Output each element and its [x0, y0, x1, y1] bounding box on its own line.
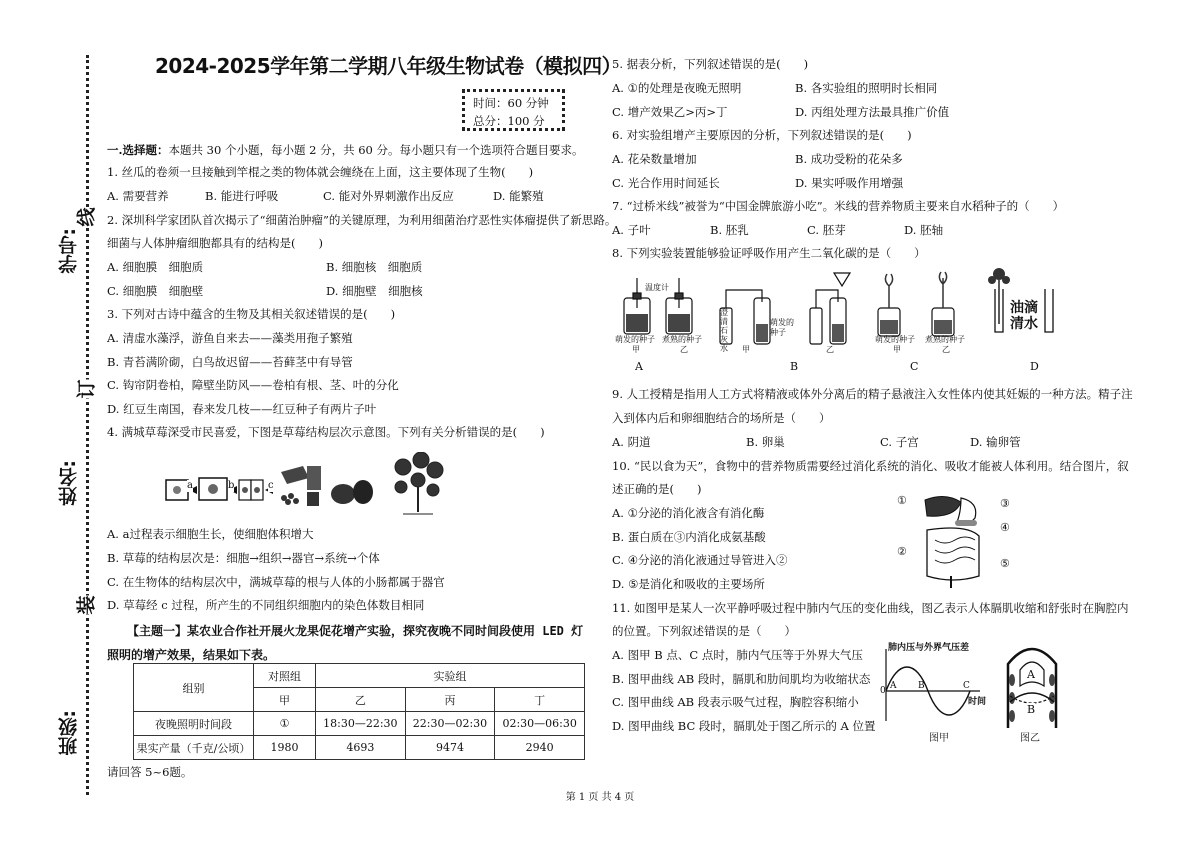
q9-option-c: C. 子宫 [880, 435, 919, 449]
q1-option-c: C. 能对外界刺激作出反应 [323, 189, 454, 203]
graph-point-a: A [890, 681, 897, 691]
cell-light-ding: 02:30—06:30 [495, 712, 585, 736]
q3-option-c: C. 钩帘阴卷柏，障壁坐防风——卷柏有根、茎、叶的分化 [107, 378, 399, 392]
q7-option-d: D. 胚轴 [904, 223, 944, 237]
graph-ylabel: 肺内压与外界气压差 [888, 643, 970, 653]
thorax-pos-b: B [1027, 703, 1036, 716]
q10-stem-1: 10. “民以食为天”，食物中的营养物质需要经过消化系统的消化、吸收才能被人体利用。结合图片，叙 [612, 459, 1129, 473]
q7-stem: 7. “过桥米线”被誉为“中国金牌旅游小吃”。米线的营养物质主要来自水稻种子的（ ） [612, 199, 1065, 213]
row-yield-label: 果实产量（千克/公顷） [134, 736, 254, 760]
graph-xlabel: 时间 [968, 697, 987, 707]
q1-option-a: A. 需要营养 [107, 189, 169, 203]
time-score-box [462, 89, 565, 131]
strawberry-levels-figure [163, 452, 463, 520]
q5-option-a: A. ①的处理是夜晚无照明 [612, 81, 742, 95]
q9-option-a: A. 阴道 [612, 435, 651, 449]
th-control: 对照组 [254, 664, 316, 688]
cell-yield-jia: 1980 [254, 736, 316, 760]
q11-option-c: C. 图甲曲线 AB 段表示吸气过程，胸腔容积缩小 [612, 695, 859, 709]
q8b-seeds-label: 萌发的种子 [770, 318, 794, 337]
thorax-pos-a: A [1027, 668, 1035, 681]
q8-letter-c: C [910, 360, 919, 373]
cell-light-bing: 22:30—02:30 [405, 712, 495, 736]
q11-option-b: B. 图甲曲线 AB 段时，膈肌和肋间肌均为收缩状态 [612, 672, 871, 686]
thorax-diaphragm-figure [1000, 640, 1064, 732]
q5-option-b: B. 各实验组的照明时长相同 [795, 81, 938, 95]
q9-stem-1: 9. 人工授精是指用人工方式将精液或体外分离后的精子悬液注入女性体内使其妊娠的一种方法。精子注 [612, 387, 1133, 401]
time-limit: 时间：60 分钟 [473, 96, 549, 110]
q3-option-a: A. 清虚水藻浮，游鱼自来去——藻类用孢子繁殖 [107, 331, 353, 345]
section-heading: 一.选择题： [107, 143, 169, 157]
q5-stem: 5. 据表分析，下列叙述错误的是( ) [612, 57, 809, 71]
q8b-lime-label: 澄清石灰水 [720, 308, 728, 353]
q6-option-b: B. 成功受粉的花朵多 [795, 152, 903, 166]
binding-dotted-line [86, 55, 89, 795]
row-light-label: 夜晚照明时间段 [134, 712, 254, 736]
q5-option-c: C. 增产效果乙>丙>丁 [612, 105, 728, 119]
binding-margin [0, 0, 110, 849]
section-intro-text: 本题共 30 个小题，每小题 2 分，共 60 分。每小题只有一个选项符合题目要求。 [168, 143, 584, 157]
th-sub-jia: 甲 [254, 688, 316, 712]
q2-option-a: A. 细胞膜 细胞质 [107, 260, 204, 274]
q11-option-a: A. 图甲 B 点、C 点时，肺内气压等于外界大气压 [612, 648, 863, 662]
page-footer: 第 1 页 共 4 页 [565, 792, 635, 803]
q3-stem: 3. 下列对古诗中蕴含的生物及其相关叙述错误的是( ) [107, 307, 396, 321]
q6-option-c: C. 光合作用时间延长 [612, 176, 720, 190]
q8-stem: 8. 下列实验装置能够验证呼吸作用产生二氧化碳的是（ ） [612, 246, 926, 260]
q4-option-b: B. 草莓的结构层次是：细胞→组织→器官→系统→个体 [107, 551, 380, 565]
q8a-label-2: 煮熟的种子 [662, 335, 702, 344]
q10-fig-num-1: ① [897, 494, 907, 507]
q7-option-b: B. 胚乳 [710, 223, 749, 237]
q11-stem-2: 的位置。下列叙述错误的是（ ） [612, 624, 796, 638]
q8-letter-d: D [1030, 360, 1039, 373]
q10-fig-num-2: ② [897, 545, 907, 558]
graph-point-b: B [918, 681, 925, 691]
q8a-label-1b: 甲 [632, 345, 640, 354]
cell-light-yi: 18:30—22:30 [316, 712, 406, 736]
q2-stem-1: 2. 深圳科学家团队首次揭示了“细菌治肿瘤”的关键原理，为利用细菌治疗恶性实体瘤提供了新思路。 [107, 213, 617, 227]
line-char: 线 [75, 207, 98, 227]
cell-light-jia: ① [254, 712, 316, 736]
bind-char: 订 [75, 379, 98, 399]
student-no-label: 学号: [55, 228, 82, 274]
q4-stem: 4. 满城草莓深受市民喜爱，下图是草莓结构层次示意图。下列有关分析错误的是( ) [107, 425, 545, 439]
graph-origin: 0 [880, 686, 886, 696]
q4-fig-label-b: b [228, 480, 235, 491]
experiment-table [133, 663, 585, 760]
q10-option-d: D. ⑤是消化和吸收的主要场所 [612, 577, 765, 591]
q11-stem-1: 11. 如图甲是某人一次平静呼吸过程中肺内气压的变化曲线，图乙表示人体膈肌收缩和舒张时在胸腔内 [612, 601, 1129, 615]
q1-stem: 1. 丝瓜的卷须一旦接触到竿棍之类的物体就会缠绕在上面，这主要体现了生物( ) [107, 165, 534, 179]
graph-caption-jia: 图甲 [929, 733, 949, 744]
q4-option-d: D. 草莓经 c 过程，所产生的不同组织细胞内的染色体数目相同 [107, 598, 425, 612]
q9-option-b: B. 卵巢 [746, 435, 785, 449]
page-title: 2024-2025学年第二学期八年级生物试卷（模拟四） [155, 54, 622, 78]
q3-option-b: B. 青苔满阶砌，白鸟故迟留——苔藓茎中有导管 [107, 355, 353, 369]
pack-char: 装 [75, 595, 98, 615]
q8-letter-b: B [790, 360, 799, 373]
q2-option-b: B. 细胞核 细胞质 [326, 260, 423, 274]
total-score: 总分：100 分 [473, 114, 545, 128]
cell-yield-ding: 2940 [495, 736, 585, 760]
q1-option-b: B. 能进行呼吸 [205, 189, 279, 203]
q7-option-a: A. 子叶 [612, 223, 651, 237]
q9-option-d: D. 输卵管 [970, 435, 1021, 449]
q8b-label-jia: 甲 [742, 345, 750, 354]
q8a-label-2b: 乙 [680, 345, 688, 354]
q1-option-d: D. 能繁殖 [493, 189, 544, 203]
q8a-thermo-label: 温度计 [645, 283, 669, 292]
q8-letter-a: A [635, 360, 643, 373]
q10-fig-num-5: ⑤ [1000, 557, 1010, 570]
q10-stem-2: 述正确的是( ) [612, 482, 702, 496]
th-sub-bing: 丙 [405, 688, 495, 712]
q10-option-b: B. 蛋白质在③内消化成氨基酸 [612, 530, 766, 544]
q7-option-c: C. 胚芽 [807, 223, 846, 237]
q5-option-d: D. 丙组处理方法最具推广价值 [795, 105, 950, 119]
theme1-line-2: 照明的增产效果，结果如下表。 [107, 648, 276, 662]
th-group: 组别 [134, 664, 254, 712]
q2-option-c: C. 细胞膜 细胞壁 [107, 284, 204, 298]
q2-stem-2: 细菌与人体肿瘤细胞都具有的结构是( ) [107, 236, 323, 250]
q11-option-d: D. 图甲曲线 BC 段时，膈肌处于图乙所示的 A 位置 [612, 719, 876, 733]
graph-point-c: C [963, 681, 970, 691]
graph-caption-yi: 图乙 [1020, 733, 1040, 744]
q3-option-d: D. 红豆生南国，春来发几枝——红豆种子有两片子叶 [107, 402, 377, 416]
section-intro [107, 139, 584, 163]
q2-option-d: D. 细胞壁 细胞核 [326, 284, 423, 298]
th-sub-yi: 乙 [316, 688, 406, 712]
answer-note: 请回答 5~6题。 [107, 765, 193, 779]
q10-option-a: A. ①分泌的消化液含有消化酶 [612, 506, 765, 520]
q8d-oil-label: 油滴 [1010, 300, 1038, 316]
q4-fig-label-a: a [187, 480, 193, 491]
q8b-label-yi: 乙 [826, 345, 834, 354]
q8c-label-2b: 乙 [942, 345, 950, 354]
q10-option-c: C. ④分泌的消化液通过导管进入② [612, 553, 788, 567]
th-experiment: 实验组 [316, 664, 585, 688]
cell-yield-yi: 4693 [316, 736, 406, 760]
q6-stem: 6. 对实验组增产主要原因的分析，下列叙述错误的是( ) [612, 128, 912, 142]
q8c-label-1b: 甲 [893, 345, 901, 354]
q6-option-d: D. 果实呼吸作用增强 [795, 176, 904, 190]
q8d-water-label: 清水 [1010, 316, 1038, 332]
q4-fig-label-c: c [268, 480, 274, 491]
digestive-system-figure [905, 490, 995, 590]
q4-option-a: A. a过程表示细胞生长，使细胞体积增大 [107, 527, 314, 541]
q10-fig-num-4: ④ [1000, 521, 1010, 534]
q6-option-a: A. 花朵数量增加 [612, 152, 697, 166]
q8a-label-1: 萌发的种子 [615, 335, 655, 344]
q8c-label-2: 煮熟的种子 [925, 335, 965, 344]
q4-option-c: C. 在生物体的结构层次中，满城草莓的根与人体的小肠都属于器官 [107, 575, 445, 589]
theme1-line-1: 【主题一】某农业合作社开展火龙果促花增产实验，探究夜晚不同时间段使用 LED 灯 [127, 624, 584, 638]
q9-stem-2: 入到体内后和卵细胞结合的场所是（ ） [612, 411, 831, 425]
class-label: 班级: [55, 710, 82, 756]
q10-fig-num-3: ③ [1000, 497, 1010, 510]
cell-yield-bing: 9474 [405, 736, 495, 760]
q8c-label-1: 萌发的种子 [875, 335, 915, 344]
th-sub-ding: 丁 [495, 688, 585, 712]
name-label: 姓名: [55, 460, 82, 506]
